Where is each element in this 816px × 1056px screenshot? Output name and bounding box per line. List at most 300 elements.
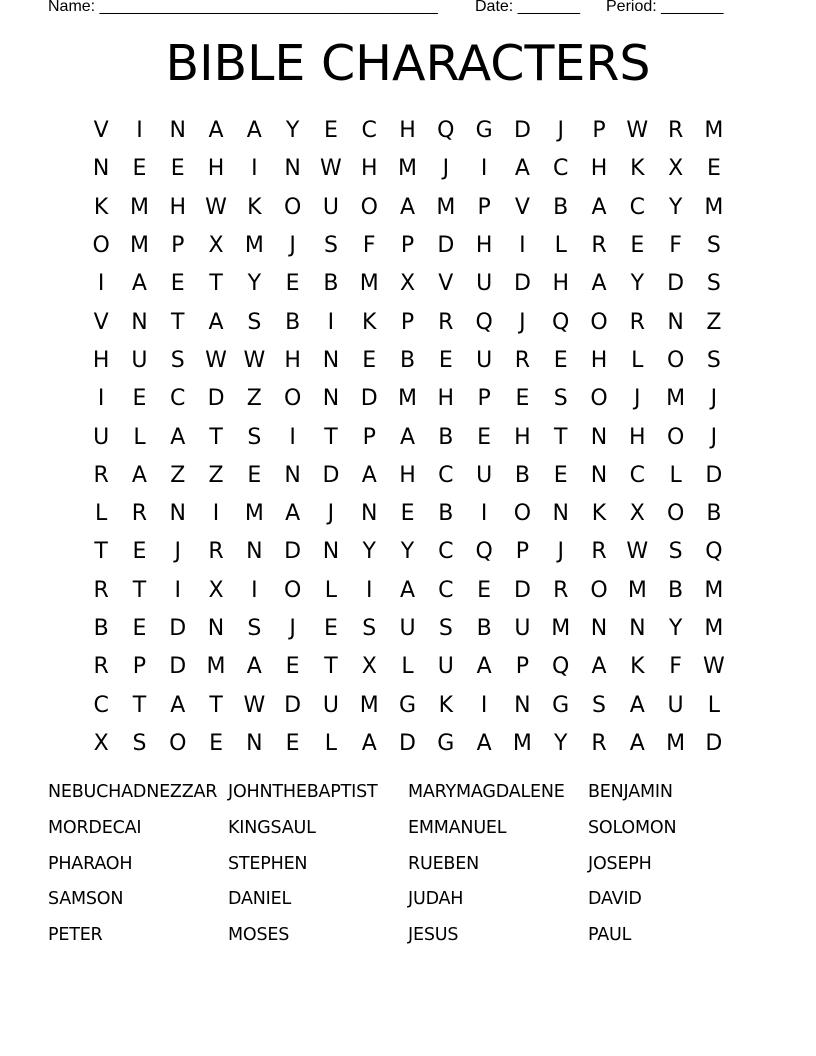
grid-letter[interactable]: U	[322, 194, 339, 220]
grid-letter[interactable]: I	[365, 577, 373, 603]
grid-letter[interactable]: B	[323, 271, 339, 297]
grid-letter[interactable]: K	[438, 692, 454, 718]
grid-letter[interactable]: B	[706, 501, 722, 527]
grid-letter[interactable]: L	[669, 462, 682, 488]
grid-letter[interactable]: R	[591, 539, 607, 565]
grid-letter[interactable]: W	[626, 539, 649, 565]
grid-letter[interactable]: E	[170, 271, 185, 297]
grid-letter[interactable]: B	[93, 616, 109, 641]
grid-letter[interactable]: N	[552, 501, 569, 527]
grid-letter[interactable]: C	[438, 577, 454, 603]
grid-letter[interactable]: A	[361, 730, 377, 756]
grid-letter[interactable]: T	[132, 692, 147, 718]
grid-letter[interactable]: N	[284, 156, 301, 182]
grid-letter[interactable]: R	[208, 539, 224, 565]
grid-letter[interactable]: M	[704, 616, 724, 641]
grid-letter[interactable]: D	[667, 271, 685, 297]
grid-letter[interactable]: E	[706, 156, 721, 182]
grid-letter[interactable]: D	[705, 462, 723, 488]
grid-letter[interactable]: E	[400, 501, 415, 527]
grid-letter[interactable]: H	[360, 156, 378, 182]
grid-letter[interactable]: A	[591, 654, 607, 680]
grid-letter[interactable]: Z	[208, 462, 224, 488]
grid-letter[interactable]: I	[289, 424, 296, 450]
grid-letter[interactable]: W	[243, 692, 266, 718]
grid-letter[interactable]: P	[515, 539, 530, 565]
grid-letter[interactable]: W	[320, 156, 342, 182]
grid-letter[interactable]: N	[169, 118, 186, 144]
grid-letter[interactable]: O	[283, 577, 302, 603]
grid-letter[interactable]: C	[629, 462, 645, 488]
grid-letter[interactable]: X	[208, 233, 224, 259]
grid-letter[interactable]: E	[630, 233, 645, 259]
grid-letter[interactable]: M	[129, 233, 149, 259]
grid-letter[interactable]: X	[399, 271, 416, 297]
grid-letter[interactable]: A	[208, 309, 224, 335]
grid-letter[interactable]: J	[557, 118, 564, 144]
grid-row	[82, 265, 734, 303]
grid-letter[interactable]: A	[591, 194, 607, 220]
grid-letter[interactable]: E	[323, 616, 338, 641]
grid-letter[interactable]: B	[285, 309, 301, 335]
grid-letter[interactable]: N	[629, 616, 646, 641]
grid-letter[interactable]: N	[322, 539, 340, 565]
grid-letter[interactable]: I	[97, 271, 105, 297]
grid-letter[interactable]: E	[247, 462, 262, 488]
grid-letter[interactable]: N	[246, 730, 263, 756]
grid-letter[interactable]: A	[131, 271, 147, 297]
grid-letter[interactable]: M	[398, 156, 418, 182]
grid-letter[interactable]: O	[590, 309, 608, 335]
grid-letter[interactable]: X	[361, 654, 377, 680]
grid-letter[interactable]: A	[285, 501, 301, 527]
grid-letter[interactable]: T	[209, 692, 223, 718]
grid-letter[interactable]: I	[251, 577, 258, 603]
grid-letter[interactable]: A	[170, 424, 186, 450]
grid-letter[interactable]: B	[553, 194, 569, 220]
grid-letter[interactable]: R	[514, 347, 531, 373]
grid-letter[interactable]: B	[514, 462, 530, 488]
grid-letter[interactable]: M	[359, 271, 379, 297]
grid-letter[interactable]: H	[399, 118, 416, 144]
grid-letter[interactable]: S	[170, 347, 185, 373]
grid-letter[interactable]: H	[284, 347, 301, 373]
grid-letter[interactable]: E	[285, 654, 300, 680]
grid-letter[interactable]: F	[669, 654, 682, 680]
grid-letter[interactable]: N	[92, 156, 110, 182]
grid-row	[82, 686, 734, 724]
grid-letter[interactable]: N	[284, 462, 301, 488]
grid-letter[interactable]: U	[667, 692, 684, 718]
grid-letter[interactable]: N	[590, 424, 608, 450]
grid-letter[interactable]: O	[666, 424, 685, 450]
grid-letter[interactable]: R	[667, 118, 684, 144]
grid-letter[interactable]: A	[170, 692, 186, 718]
grid-letter[interactable]: E	[553, 347, 568, 373]
grid-row	[82, 495, 734, 533]
grid-letter[interactable]: M	[627, 577, 647, 603]
grid-letter[interactable]: K	[630, 654, 645, 680]
grid-letter[interactable]: T	[94, 539, 108, 565]
grid-letter[interactable]: Q	[705, 539, 723, 565]
grid-letter[interactable]: A	[399, 577, 416, 603]
grid-letter[interactable]: X	[629, 501, 645, 527]
grid-letter[interactable]: W	[243, 347, 266, 373]
grid-letter[interactable]: U	[476, 271, 493, 297]
grid-letter[interactable]: D	[513, 271, 531, 297]
grid-letter[interactable]: P	[132, 654, 147, 680]
grid-letter[interactable]: Q	[475, 309, 493, 335]
grid-letter[interactable]: M	[666, 730, 686, 756]
grid-letter[interactable]: C	[438, 539, 454, 565]
grid-letter[interactable]: M	[359, 692, 379, 718]
grid-letter[interactable]: V	[438, 271, 454, 297]
grid-letter[interactable]: I	[480, 156, 488, 182]
grid-letter[interactable]: D	[284, 692, 302, 718]
grid-letter[interactable]: U	[322, 692, 339, 718]
grid-letter[interactable]: H	[590, 347, 608, 373]
grid-letter[interactable]: X	[668, 156, 684, 182]
grid-letter[interactable]: A	[399, 424, 416, 450]
grid-letter[interactable]: I	[480, 692, 488, 718]
grid-letter[interactable]: J	[710, 386, 718, 412]
grid-letter[interactable]: H	[590, 156, 608, 182]
grid-letter[interactable]: V	[514, 194, 530, 220]
grid-letter[interactable]: C	[170, 386, 186, 412]
grid-letter[interactable]: I	[519, 233, 526, 259]
grid-letter[interactable]: U	[476, 347, 493, 373]
grid-letter[interactable]: M	[129, 194, 149, 220]
grid-letter[interactable]: C	[553, 156, 569, 182]
grid-letter[interactable]: Y	[247, 271, 262, 297]
grid-letter[interactable]: P	[592, 118, 606, 144]
grid-letter[interactable]: V	[93, 309, 109, 335]
grid-letter[interactable]: G	[398, 692, 417, 718]
grid-letter[interactable]: D	[360, 386, 378, 412]
grid-letter[interactable]: E	[323, 118, 338, 144]
grid-letter[interactable]: D	[169, 616, 187, 641]
grid-letter[interactable]: N	[667, 309, 684, 335]
grid-letter[interactable]: U	[93, 424, 110, 450]
grid-letter[interactable]: S	[247, 424, 262, 450]
grid-letter[interactable]: Q	[437, 118, 455, 144]
grid-letter[interactable]: M	[704, 577, 724, 603]
grid-letter[interactable]: R	[438, 309, 454, 335]
grid-letter[interactable]: G	[437, 730, 455, 756]
grid-letter[interactable]: W	[205, 194, 227, 220]
period-field[interactable]: Period: _______	[606, 0, 724, 15]
grid-letter[interactable]: M	[244, 233, 264, 259]
grid-letter[interactable]: A	[361, 462, 377, 488]
grid-letter[interactable]: P	[400, 233, 415, 259]
grid-letter[interactable]: Z	[170, 462, 186, 488]
grid-letter[interactable]: Q	[552, 654, 570, 680]
grid-letter[interactable]: U	[399, 616, 416, 641]
grid-letter[interactable]: Y	[362, 539, 376, 565]
grid-letter[interactable]: I	[136, 118, 143, 144]
grid-letter[interactable]: U	[437, 654, 454, 680]
grid-letter[interactable]: R	[131, 501, 148, 527]
grid-letter[interactable]: C	[93, 692, 109, 718]
grid-row	[82, 418, 734, 456]
grid-letter[interactable]: R	[591, 233, 607, 259]
grid-letter[interactable]: H	[437, 386, 455, 412]
grid-letter[interactable]: R	[629, 309, 645, 335]
grid-letter[interactable]: Y	[630, 271, 645, 297]
grid-letter[interactable]: N	[360, 501, 378, 527]
grid-letter[interactable]: W	[626, 118, 649, 144]
grid-letter[interactable]: L	[324, 730, 338, 756]
grid-letter[interactable]: P	[362, 424, 376, 450]
grid-letter[interactable]: Z	[706, 309, 722, 335]
grid-letter[interactable]: E	[515, 386, 530, 412]
grid-letter[interactable]: Y	[668, 616, 683, 641]
grid-letter[interactable]: G	[475, 118, 493, 144]
grid-letter[interactable]: E	[438, 347, 453, 373]
grid-letter[interactable]: K	[362, 309, 377, 335]
grid-letter[interactable]: F	[669, 233, 682, 259]
grid-letter[interactable]: O	[169, 730, 187, 756]
grid-letter[interactable]: M	[436, 194, 456, 220]
grid-letter[interactable]: B	[438, 501, 454, 527]
grid-letter[interactable]: N	[322, 386, 340, 412]
word-list-item: SOLOMON	[588, 817, 677, 838]
grid-letter[interactable]: G	[552, 692, 570, 718]
grid-letter[interactable]: D	[169, 654, 187, 680]
grid-letter[interactable]: E	[132, 156, 147, 182]
grid-letter[interactable]: T	[324, 654, 338, 680]
grid-letter[interactable]: Y	[285, 118, 300, 144]
grid-letter[interactable]: P	[400, 309, 415, 335]
grid-letter[interactable]: A	[629, 692, 645, 718]
date-field[interactable]: Date: _______	[475, 0, 580, 15]
grid-letter[interactable]: J	[174, 539, 181, 565]
grid-letter[interactable]: I	[480, 501, 488, 527]
grid-letter[interactable]: S	[706, 271, 721, 297]
grid-letter[interactable]: Y	[668, 194, 683, 220]
grid-letter[interactable]: R	[93, 654, 109, 680]
grid-letter[interactable]: H	[169, 194, 187, 220]
grid-letter[interactable]: R	[93, 577, 109, 603]
grid-letter[interactable]: S	[132, 730, 147, 756]
grid-letter[interactable]: X	[208, 577, 224, 603]
grid-letter[interactable]: T	[209, 424, 223, 450]
grid-letter[interactable]: W	[703, 654, 725, 680]
grid-letter[interactable]: E	[132, 539, 147, 565]
grid-letter[interactable]: L	[554, 233, 567, 259]
grid-letter[interactable]: A	[246, 118, 262, 144]
grid-letter[interactable]: L	[707, 692, 721, 718]
grid-letter[interactable]: M	[398, 386, 418, 412]
grid-letter[interactable]: K	[247, 194, 262, 220]
grid-letter[interactable]: H	[552, 271, 569, 297]
grid-letter[interactable]: A	[208, 118, 224, 144]
grid-letter[interactable]: R	[93, 462, 109, 488]
grid-letter[interactable]: I	[212, 501, 220, 527]
grid-letter[interactable]: E	[285, 730, 300, 756]
grid-letter[interactable]: U	[514, 616, 531, 641]
grid-letter[interactable]: Y	[553, 730, 568, 756]
grid-letter[interactable]: D	[705, 730, 723, 756]
grid-letter[interactable]: A	[246, 654, 262, 680]
grid-letter[interactable]: H	[475, 233, 493, 259]
grid-letter[interactable]: D	[399, 730, 416, 756]
grid-letter[interactable]: E	[209, 730, 223, 756]
grid-letter[interactable]: A	[399, 194, 416, 220]
grid-letter[interactable]: N	[514, 692, 531, 718]
grid-letter[interactable]: S	[706, 347, 721, 373]
grid-letter[interactable]: L	[631, 347, 644, 373]
grid-letter[interactable]: S	[668, 539, 683, 565]
grid-letter[interactable]: E	[477, 577, 492, 603]
grid-letter[interactable]: D	[207, 386, 225, 412]
grid-letter[interactable]: M	[206, 654, 226, 680]
grid-letter[interactable]: J	[519, 309, 526, 335]
grid-letter[interactable]: M	[704, 194, 724, 220]
grid-letter[interactable]: M	[704, 118, 724, 144]
grid-letter[interactable]: O	[92, 233, 110, 259]
grid-letter[interactable]: Q	[552, 309, 570, 335]
grid-letter[interactable]: J	[634, 386, 641, 412]
grid-letter[interactable]: L	[324, 577, 338, 603]
grid-letter[interactable]: C	[361, 118, 377, 144]
grid-letter[interactable]: J	[289, 616, 296, 641]
grid-letter[interactable]: C	[438, 462, 454, 488]
grid-letter[interactable]: A	[476, 654, 492, 680]
grid-letter[interactable]: U	[131, 347, 148, 373]
grid-letter[interactable]: E	[285, 271, 300, 297]
grid-letter[interactable]: H	[399, 462, 416, 488]
grid-letter[interactable]: J	[442, 156, 450, 182]
grid-letter[interactable]: J	[289, 233, 296, 259]
grid-letter[interactable]: P	[515, 654, 530, 680]
grid-letter[interactable]: I	[174, 577, 181, 603]
grid-letter[interactable]: K	[630, 156, 645, 182]
grid-letter[interactable]: J	[557, 539, 564, 565]
grid-letter[interactable]: D	[513, 118, 531, 144]
word-list-item: DANIEL	[228, 889, 291, 910]
grid-letter[interactable]: A	[131, 462, 147, 488]
grid-letter[interactable]: E	[170, 156, 185, 182]
grid-letter[interactable]: V	[93, 118, 109, 144]
grid-letter[interactable]: N	[590, 616, 608, 641]
grid-letter[interactable]: P	[477, 386, 491, 412]
grid-letter[interactable]: S	[362, 616, 377, 641]
grid-letter[interactable]: M	[244, 501, 264, 527]
grid-letter[interactable]: D	[322, 462, 340, 488]
grid-letter[interactable]: K	[93, 194, 109, 220]
grid-letter[interactable]: A	[629, 730, 645, 756]
grid-letter[interactable]: D	[437, 233, 455, 259]
grid-letter[interactable]: T	[132, 577, 147, 603]
grid-letter[interactable]: I	[251, 156, 258, 182]
grid-letter[interactable]: B	[438, 424, 454, 450]
grid-letter[interactable]: M	[512, 730, 532, 756]
grid-letter[interactable]: B	[476, 616, 492, 641]
grid-letter[interactable]: N	[207, 616, 225, 641]
grid-letter[interactable]: O	[513, 501, 532, 527]
grid-letter[interactable]: R	[553, 577, 569, 603]
grid-letter[interactable]: T	[171, 309, 185, 335]
grid-letter[interactable]: S	[553, 386, 568, 412]
grid-letter[interactable]: B	[399, 347, 416, 373]
grid-letter[interactable]: Z	[246, 386, 262, 412]
grid-letter[interactable]: N	[131, 309, 148, 335]
grid-letter[interactable]: Y	[400, 539, 415, 565]
grid-letter[interactable]: E	[132, 616, 147, 641]
grid-letter[interactable]: N	[169, 501, 186, 527]
grid-letter[interactable]: H	[92, 347, 110, 373]
grid-letter[interactable]: P	[171, 233, 185, 259]
grid-letter[interactable]: H	[629, 424, 646, 450]
grid-letter[interactable]: R	[591, 730, 607, 756]
grid-letter[interactable]: O	[666, 347, 685, 373]
grid-letter[interactable]: O	[283, 386, 302, 412]
grid-letter[interactable]: B	[668, 577, 684, 603]
grid-letter[interactable]: T	[553, 424, 568, 450]
grid-letter[interactable]: S	[247, 616, 262, 641]
grid-letter[interactable]: E	[362, 347, 377, 373]
grid-letter[interactable]: J	[327, 501, 335, 527]
name-field[interactable]: Name: ______________________________________	[48, 0, 438, 15]
grid-letter[interactable]: W	[205, 347, 227, 373]
grid-letter[interactable]: N	[590, 462, 608, 488]
grid-letter[interactable]: E	[132, 386, 147, 412]
grid-letter[interactable]: O	[666, 501, 685, 527]
word-list	[48, 779, 768, 958]
grid-letter[interactable]: S	[247, 309, 262, 335]
grid-letter[interactable]: M	[666, 386, 686, 412]
grid-row	[82, 533, 734, 571]
grid-letter[interactable]: T	[209, 271, 223, 297]
grid-letter[interactable]: M	[551, 616, 571, 641]
grid-letter[interactable]: C	[629, 194, 645, 220]
grid-letter[interactable]: A	[476, 730, 492, 756]
grid-letter[interactable]: K	[591, 501, 607, 527]
grid-letter[interactable]: D	[284, 539, 302, 565]
grid-letter[interactable]: L	[95, 501, 108, 527]
grid-letter[interactable]: H	[514, 424, 531, 450]
grid-letter[interactable]: X	[93, 730, 109, 756]
grid-letter[interactable]: J	[710, 424, 718, 450]
grid-letter[interactable]: O	[590, 577, 608, 603]
grid-letter[interactable]: P	[477, 194, 491, 220]
grid-letter[interactable]: A	[591, 271, 607, 297]
grid-letter[interactable]: S	[706, 233, 721, 259]
grid-letter[interactable]: L	[133, 424, 146, 450]
grid-letter[interactable]: N	[246, 539, 263, 565]
grid-letter[interactable]: S	[592, 692, 606, 718]
grid-letter[interactable]: O	[360, 194, 378, 220]
grid-letter[interactable]: H	[207, 156, 225, 182]
grid-letter[interactable]: O	[590, 386, 608, 412]
grid-letter[interactable]: I	[327, 309, 335, 335]
grid-letter[interactable]: O	[283, 194, 302, 220]
grid-letter[interactable]: N	[322, 347, 340, 373]
grid-letter[interactable]: A	[514, 156, 530, 182]
grid-letter[interactable]: Q	[475, 539, 493, 565]
grid-letter[interactable]: F	[362, 233, 376, 259]
grid-letter[interactable]: D	[513, 577, 531, 603]
grid-letter[interactable]: I	[97, 386, 105, 412]
grid-letter[interactable]: T	[324, 424, 338, 450]
grid-letter[interactable]: E	[553, 462, 568, 488]
grid-letter[interactable]: S	[438, 616, 453, 641]
grid-letter[interactable]: U	[476, 462, 493, 488]
grid-letter[interactable]: S	[323, 233, 338, 259]
grid-letter[interactable]: E	[477, 424, 492, 450]
grid-letter[interactable]: L	[401, 654, 414, 680]
